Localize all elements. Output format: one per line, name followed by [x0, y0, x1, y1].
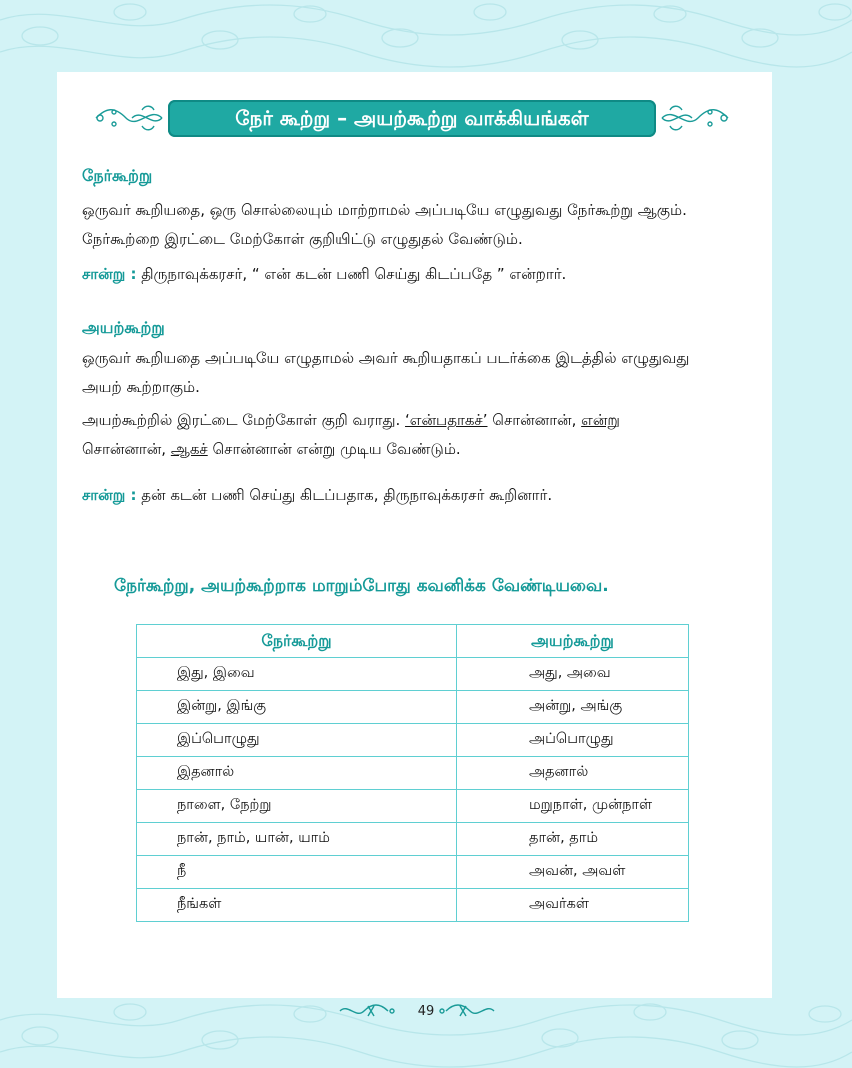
table-cell-direct: இதனால்: [137, 757, 457, 790]
table-cell-direct: இப்பொழுது: [137, 724, 457, 757]
table-title: நேர்கூற்று, அயற்கூற்றாக மாறும்போது கவனிக்க வேண்டியவை.: [114, 576, 609, 596]
table-row: [137, 856, 689, 889]
table-row: [137, 724, 689, 757]
indirect-line-2: அயற் கூற்றாகும்.: [82, 378, 200, 396]
indirect-speech-heading: அயற்கூற்று: [82, 318, 165, 337]
indirect-speech-rule: [82, 406, 772, 464]
table-cell-direct: நாளை, நேற்று: [137, 790, 457, 823]
direct-line-1: ஒருவர் கூறியதை, ஒரு சொல்லையும் மாற்றாமல் அப்படியே எழுதுவது நேர்கூற்று ஆகும்.: [82, 201, 687, 219]
table-cell-indirect: தான், தாம்: [457, 823, 689, 856]
direct-speech-example: [82, 260, 772, 289]
table-row: [137, 889, 689, 922]
page-number: 49: [417, 1004, 435, 1019]
page-title: நேர் கூற்று – அயற்கூற்று வாக்கியங்கள்: [168, 100, 656, 137]
indirect-speech-example: [82, 481, 772, 510]
table-row: [137, 691, 689, 724]
direct-speech-definition: [82, 196, 772, 254]
table-row: [137, 823, 689, 856]
flourish-ornament-right: [660, 100, 732, 136]
table-row: [137, 790, 689, 823]
table-cell-indirect: அது, அவை: [457, 658, 689, 691]
table-cell-indirect: அப்பொழுது: [457, 724, 689, 757]
footer-ornament-right: [436, 1003, 496, 1019]
table-cell-indirect: அன்று, அங்கு: [457, 691, 689, 724]
column-header-indirect: அயற்கூற்று: [457, 625, 689, 658]
example-label: சான்று :: [82, 265, 137, 283]
example-text: தன் கடன் பணி செய்து கிடப்பதாக, திருநாவுக்கரசர் கூறினார்.: [141, 486, 553, 504]
comparison-table: [136, 624, 689, 922]
table-cell-indirect: மறுநாள், முன்நாள்: [457, 790, 689, 823]
direct-speech-heading: நேர்கூற்று: [82, 166, 153, 185]
table-cell-direct: நான், நாம், யான், யாம்: [137, 823, 457, 856]
underlined-word: ‘என்பதாகச்’: [405, 411, 488, 429]
table-cell-direct: இன்று, இங்கு: [137, 691, 457, 724]
rule-text: அயற்கூற்றில் இரட்டை மேற்கோள் குறி வராது.: [82, 411, 401, 429]
table-cell-direct: நீங்கள்: [137, 889, 457, 922]
example-text: திருநாவுக்கரசர், “ என் கடன் பணி செய்து கிடப்பதே ” என்றார்.: [141, 265, 567, 283]
example-label: சான்று :: [82, 486, 137, 504]
indirect-line-3: [82, 406, 772, 435]
rule-text: சொன்னான்,: [82, 440, 167, 458]
decorative-leaf-border-top: [0, 0, 852, 72]
table-cell-indirect: அதனால்: [457, 757, 689, 790]
rule-text: சொன்னான் என்று முடிய வேண்டும்.: [212, 440, 461, 458]
indirect-line-1: ஒருவர் கூறியதை அப்படியே எழுதாமல் அவர் கூறியதாகப் படர்க்கை இடத்தில் எழுதுவது: [82, 349, 690, 367]
indirect-speech-definition: [82, 344, 772, 402]
column-header-direct: நேர்கூற்று: [137, 625, 457, 658]
underlined-word: என்று: [581, 411, 620, 429]
table-cell-indirect: அவன், அவள்: [457, 856, 689, 889]
table-cell-direct: நீ: [137, 856, 457, 889]
table-cell-indirect: அவர்கள்: [457, 889, 689, 922]
indirect-line-4: [82, 435, 772, 464]
direct-line-2: நேர்கூற்றை இரட்டை மேற்கோள் குறியிட்டு எழுதுதல் வேண்டும்.: [82, 230, 523, 248]
table-cell-direct: இது, இவை: [137, 658, 457, 691]
flourish-ornament-left: [92, 100, 164, 136]
rule-text: சொன்னான்,: [492, 411, 577, 429]
table-row: [137, 658, 689, 691]
underlined-word: ஆகச்: [170, 440, 208, 458]
table-header-row: [137, 625, 689, 658]
table-row: [137, 757, 689, 790]
